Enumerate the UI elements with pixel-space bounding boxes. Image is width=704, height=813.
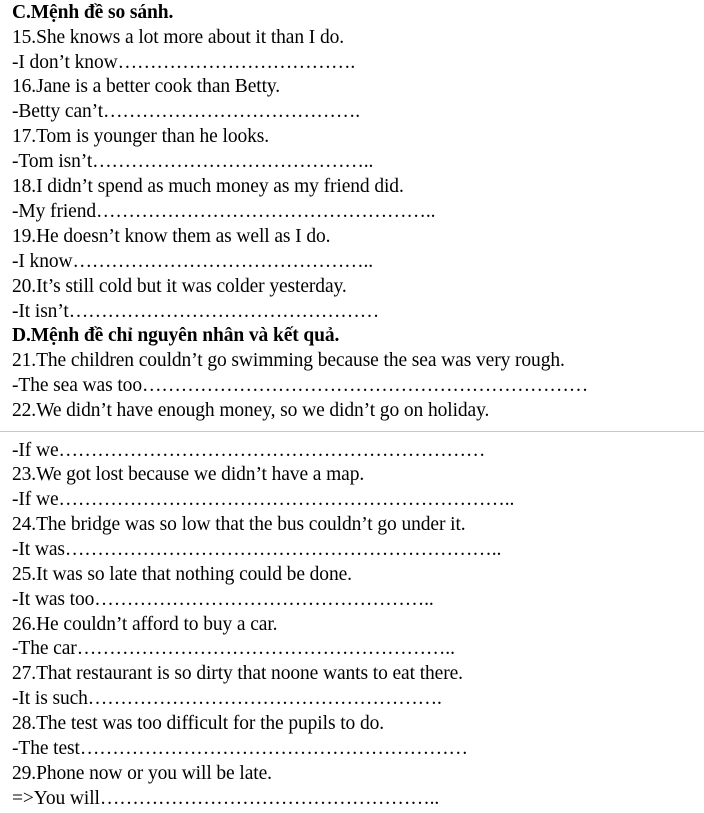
answer-line-22: -If we………………………………………………………… (12, 440, 486, 461)
answer-line-29: =>You will…………………………………………….. (12, 788, 440, 809)
question-25: 25.It was so late that nothing could be done. (12, 564, 352, 585)
question-22: 22.We didn’t have enough money, so we didn’t go on holiday. (12, 400, 490, 421)
page-divider (0, 431, 704, 432)
answer-line-28: -The test…………………………………………………… (12, 738, 468, 759)
question-23: 23.We got lost because we didn’t have a map. (12, 464, 365, 485)
question-16: 16.Jane is a better cook than Betty. (12, 76, 281, 97)
question-27: 27.That restaurant is so dirty that noone wants to eat there. (12, 663, 463, 684)
question-20: 20.It’s still cold but it was colder yesterday. (12, 276, 347, 297)
question-28: 28.The test was too difficult for the pupils to do. (12, 713, 385, 734)
answer-line-18: -My friend…………………………………………….. (12, 201, 436, 222)
answer-line-25: -It was too…………………………………………….. (12, 589, 434, 610)
answer-line-24: -It was………………………………………………………….. (12, 539, 502, 560)
question-29: 29.Phone now or you will be late. (12, 763, 272, 784)
answer-line-21: -The sea was too…………………………………………………………… (12, 375, 589, 396)
question-19: 19.He doesn’t know them as well as I do. (12, 226, 331, 247)
section-heading-c: C.Mệnh đề so sánh. (12, 2, 174, 23)
answer-line-17: -Tom isn’t…………………………………….. (12, 151, 374, 172)
answer-line-16: -Betty can’t…………………………………. (12, 101, 361, 122)
answer-line-26: -The car………………………………………………….. (12, 638, 455, 659)
answer-line-15: -I don’t know………………………………. (12, 52, 356, 73)
question-15: 15.She knows a lot more about it than I do. (12, 27, 345, 48)
answer-line-20: -It isn’t………………………………………… (12, 301, 380, 322)
question-21: 21.The children couldn’t go swimming because the sea was very rough. (12, 350, 565, 371)
answer-line-27: -It is such………………………………………………. (12, 688, 442, 709)
question-26: 26.He couldn’t afford to buy a car. (12, 614, 278, 635)
answer-line-23: -If we…………………………………………………………….. (12, 489, 515, 510)
question-17: 17.Tom is younger than he looks. (12, 126, 270, 147)
question-18: 18.I didn’t spend as much money as my friend did. (12, 176, 404, 197)
answer-line-19: -I know……………………………………….. (12, 251, 374, 272)
section-heading-d: D.Mệnh đề chỉ nguyên nhân và kết quả. (12, 325, 340, 346)
question-24: 24.The bridge was so low that the bus couldn’t go under it. (12, 514, 466, 535)
